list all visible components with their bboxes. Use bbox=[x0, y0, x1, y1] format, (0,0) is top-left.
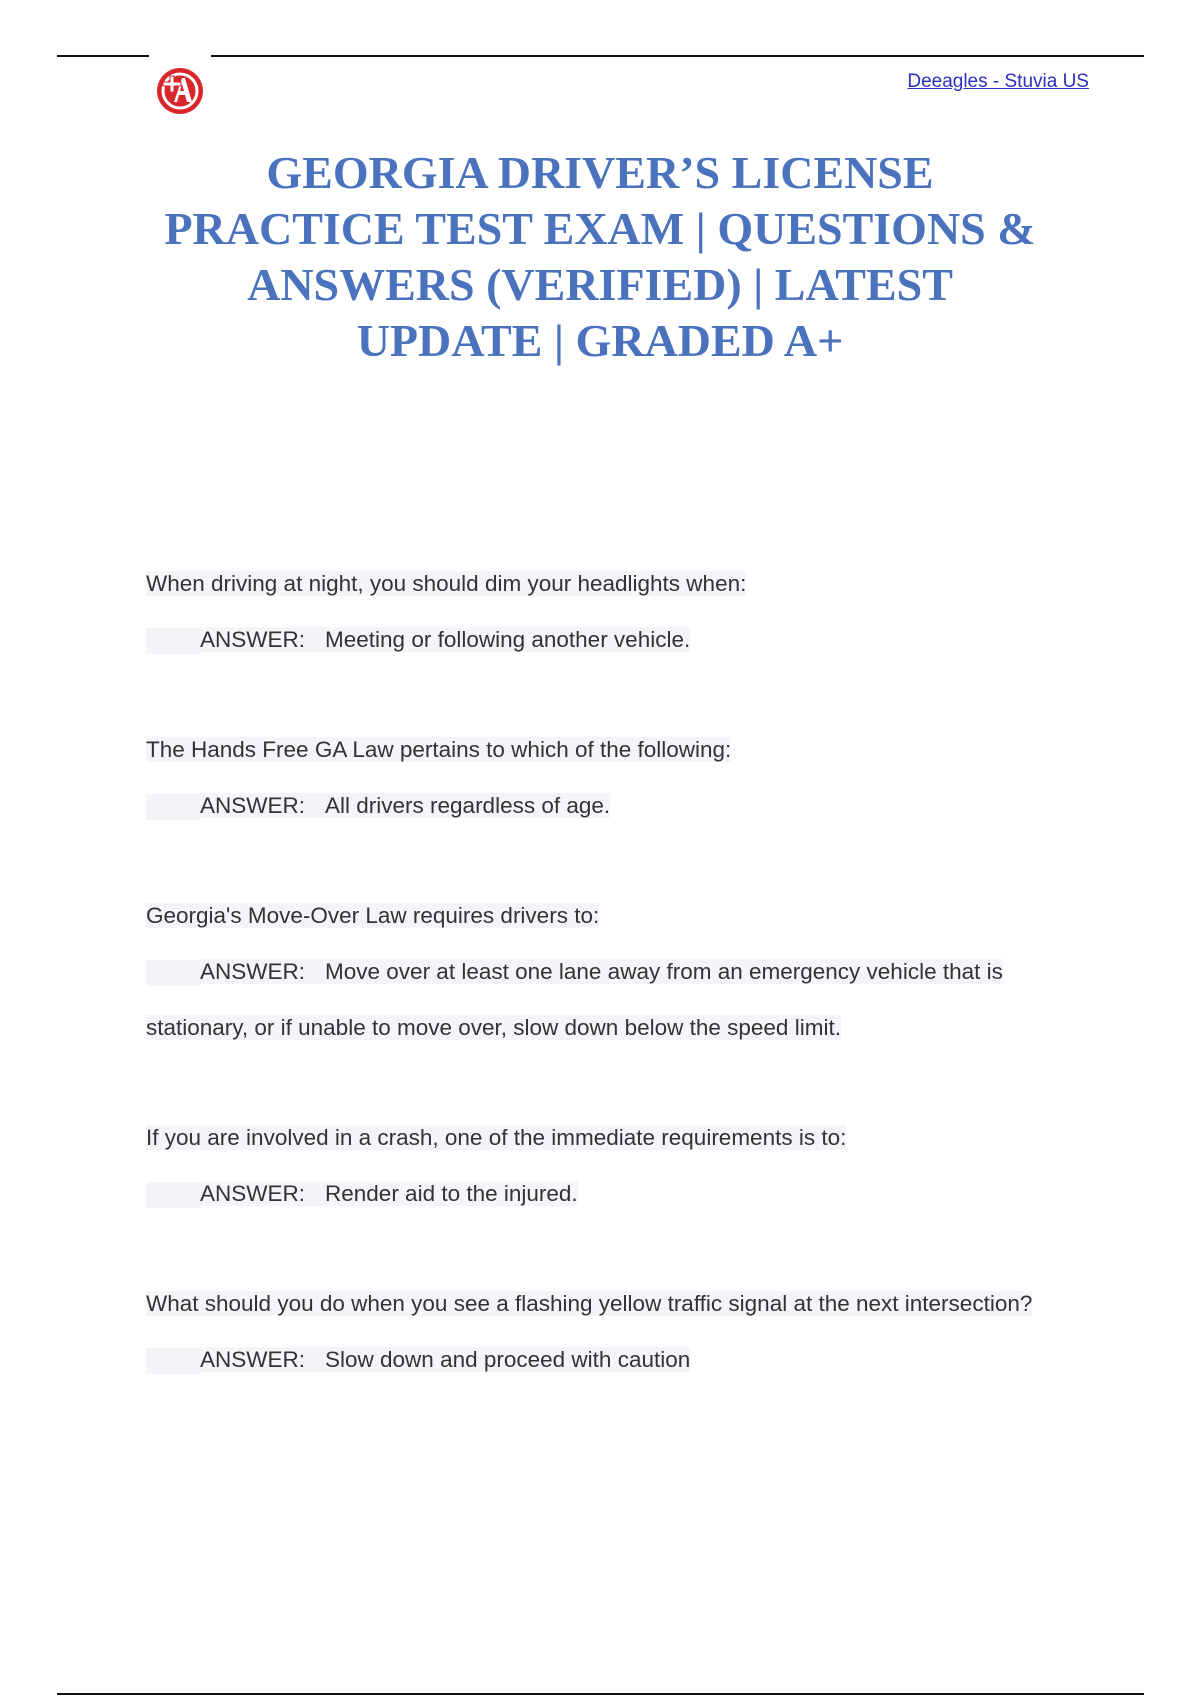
answer-body: Render aid to the injured. bbox=[325, 1181, 578, 1206]
answer-label: ANSWER: bbox=[200, 959, 325, 984]
footer-rule bbox=[57, 1693, 1144, 1695]
answer-text bbox=[146, 778, 1086, 834]
header-rule-left bbox=[57, 55, 149, 57]
answer-text bbox=[146, 1332, 1086, 1388]
answer-body: Move over at least one lane away from an emergency vehicle that is stationary, or if unable to move over, slow down below the speed limit. bbox=[146, 959, 1003, 1040]
qa-item bbox=[146, 722, 1086, 834]
title-line: ANSWERS (VERIFIED) | LATEST bbox=[247, 259, 953, 310]
question-text: What should you do when you see a flashing yellow traffic signal at the next intersection? bbox=[146, 1291, 1033, 1316]
title-line: UPDATE | GRADED A+ bbox=[356, 315, 844, 366]
stuvia-a-plus-logo-icon bbox=[154, 64, 206, 116]
document-title bbox=[120, 145, 1080, 369]
answer-text bbox=[146, 1166, 1086, 1222]
answer-text bbox=[146, 612, 1086, 668]
qa-item bbox=[146, 888, 1086, 1056]
qa-list bbox=[146, 556, 1086, 1442]
author-store-link[interactable]: Deeagles - Stuvia US bbox=[907, 71, 1089, 92]
qa-item bbox=[146, 556, 1086, 668]
question-text: If you are involved in a crash, one of the immediate requirements is to: bbox=[146, 1125, 847, 1150]
answer-label: ANSWER: bbox=[200, 793, 325, 818]
header-rule-right bbox=[211, 55, 1144, 57]
answer-label: ANSWER: bbox=[200, 1181, 325, 1206]
answer-body: All drivers regardless of age. bbox=[325, 793, 611, 818]
question-text: When driving at night, you should dim your headlights when: bbox=[146, 571, 747, 596]
qa-item bbox=[146, 1110, 1086, 1222]
answer-label: ANSWER: bbox=[200, 1347, 325, 1372]
question-text: Georgia's Move-Over Law requires drivers to: bbox=[146, 903, 600, 928]
qa-item bbox=[146, 1276, 1086, 1388]
answer-text bbox=[146, 944, 1086, 1056]
title-line: PRACTICE TEST EXAM | QUESTIONS & bbox=[164, 203, 1036, 254]
title-line: GEORGIA DRIVER’S LICENSE bbox=[266, 147, 934, 198]
answer-body: Meeting or following another vehicle. bbox=[325, 627, 691, 652]
question-text: The Hands Free GA Law pertains to which of the following: bbox=[146, 737, 732, 762]
answer-body: Slow down and proceed with caution bbox=[325, 1347, 691, 1372]
answer-label: ANSWER: bbox=[200, 627, 325, 652]
